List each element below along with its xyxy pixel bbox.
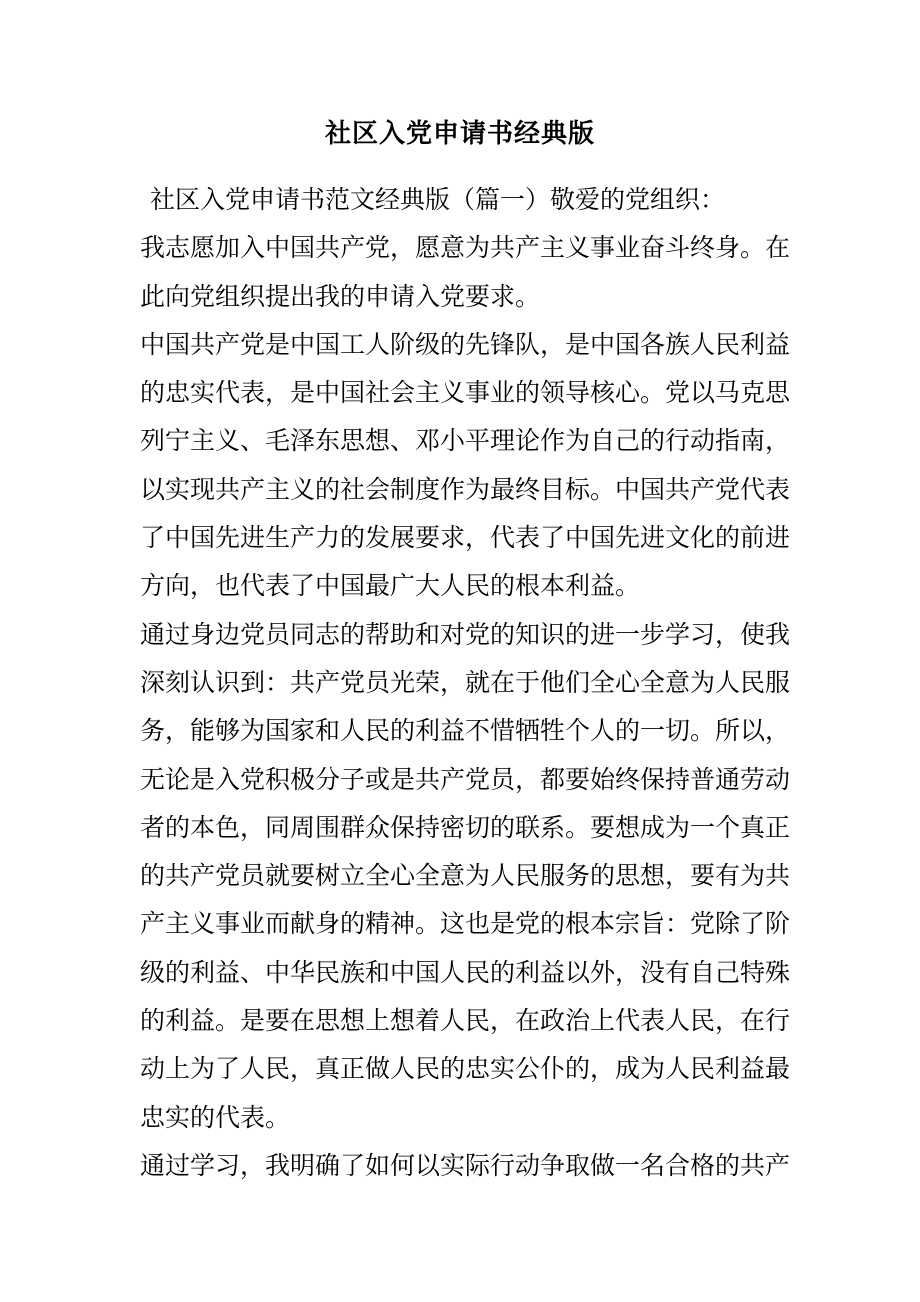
body-paragraph: 通过学习，我明确了如何以实际行动争取做一名合格的共产: [140, 1150, 791, 1180]
body-paragraph: 中国共产党是中国工人阶级的先锋队，是中国各族人民利益的忠实代表，是中国社会主义事业的领导核心。党以马克思列宁主义、毛泽东思想、邓小平理论作为自己的行动指南，以实现共产主义的社会制度作为最终目标。中国共产党代表了中国先进生产力的发展要求，代表了中国先进文化的前进方向，也代表了中国最广大人民的根本利益。: [140, 329, 791, 601]
body-paragraph: 通过身边党员同志的帮助和对党的知识的进一步学习，使我深刻认识到：共产党员光荣，就在于他们全心全意为人民服务，能够为国家和人民的利益不惜牺牲个人的一切。所以，无论是入党积极分子或是共产党员，都要始终保持普通劳动者的本色，同周围群众保持密切的联系。要想成为一个真正的共产党员就要树立全心全意为人民服务的思想，要有为共产主义事业而献身的精神。这也是党的根本宗旨：党除了阶级的利益、中华民族和中国人民的利益以外，没有自己特殊的利益。是要在思想上想着人民，在政治上代表人民，在行动上为了人民，真正做人民的忠实公仆的，成为人民利益最忠实的代表。: [140, 619, 791, 1132]
document-body: [140, 176, 790, 1190]
document-title: 社区入党申请书经典版: [324, 119, 595, 149]
body-paragraph: 我志愿加入中国共产党，愿意为共产主义事业奋斗终身。在此向党组织提出我的申请入党要求。: [140, 233, 791, 311]
greeting-paragraph: 社区入党申请书范文经典版（篇一）敬爱的党组织：: [150, 185, 726, 214]
